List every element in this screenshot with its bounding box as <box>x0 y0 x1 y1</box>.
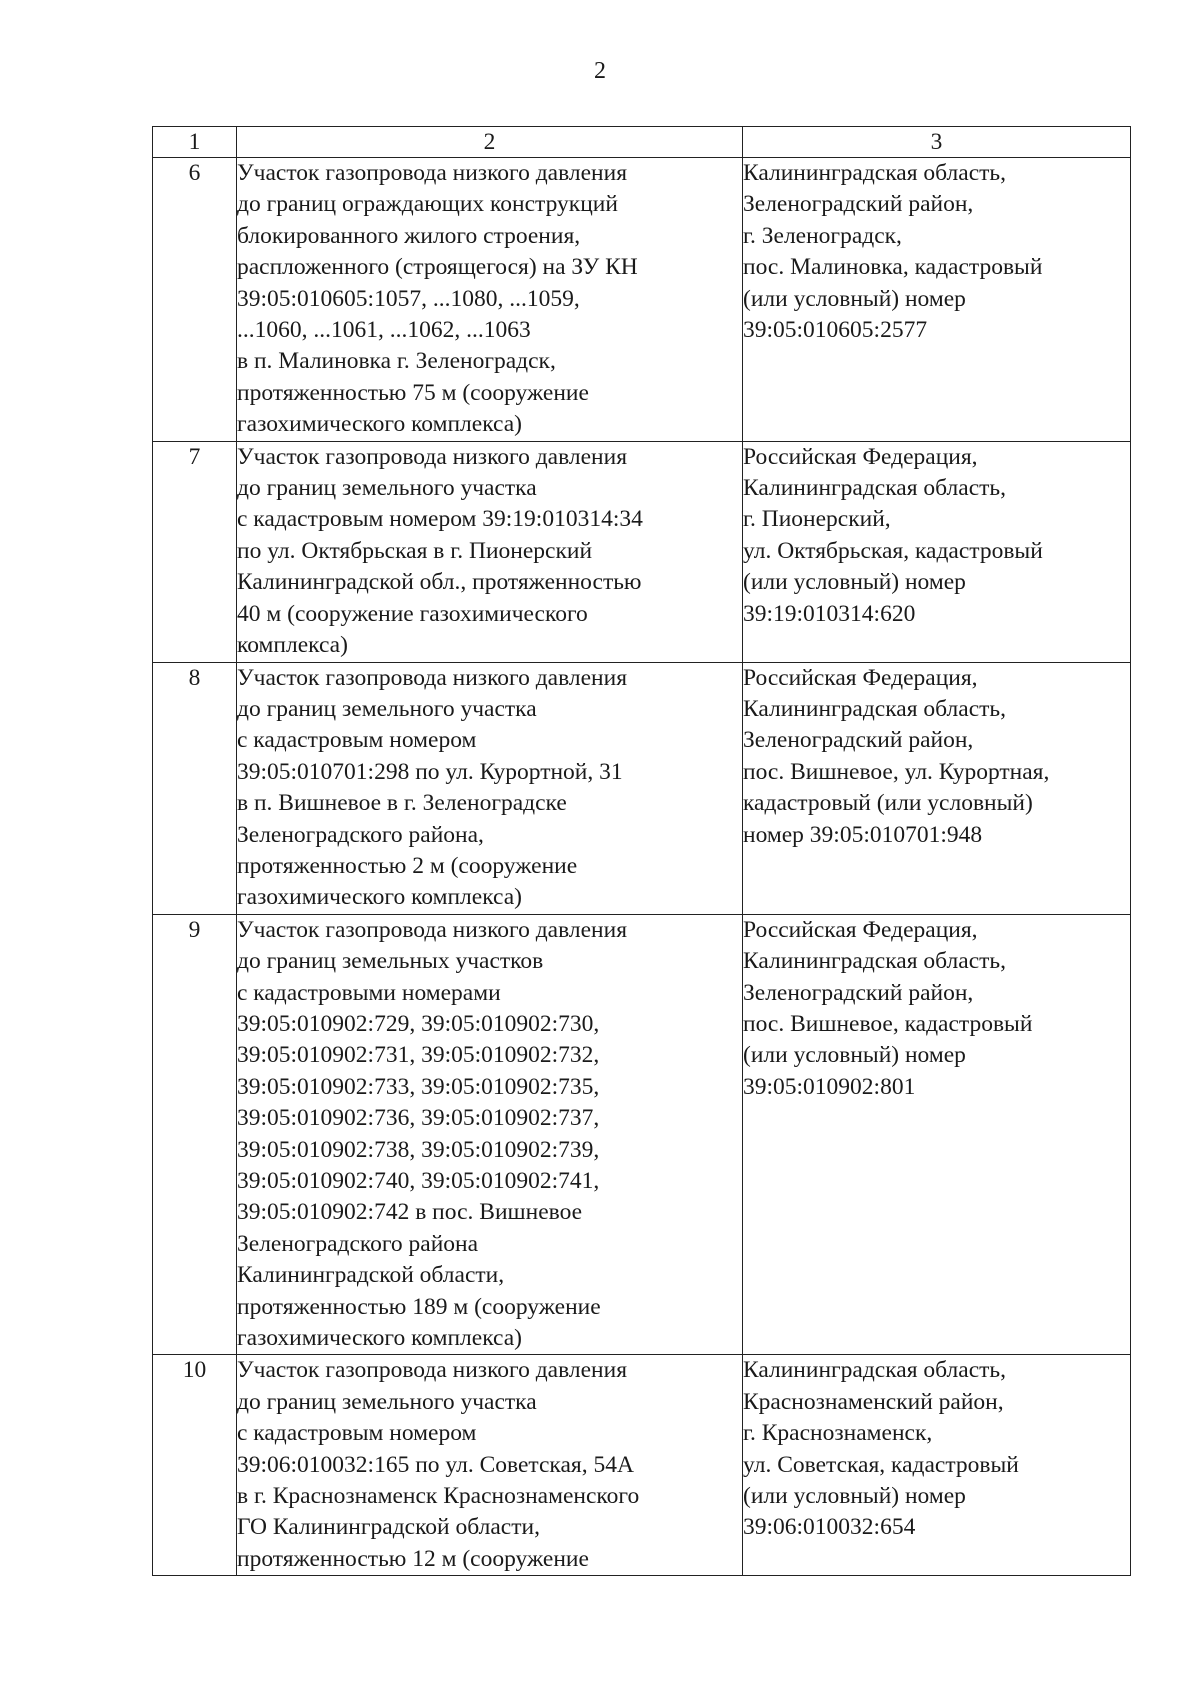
address-line: кадастровый (или условный) <box>743 790 1033 817</box>
description-line: до границ земельного участка <box>237 695 537 722</box>
description-line: с кадастровым номером 39:19:010314:34 <box>237 506 643 533</box>
address-line: г. Зеленоградск, <box>743 222 902 249</box>
address-line: Зеленоградский район, <box>743 979 974 1006</box>
description-line: Участок газопровода низкого давления <box>237 443 628 470</box>
description-line: до границ ограждающих конструкций <box>237 191 618 218</box>
description-line: Участок газопровода низкого давления <box>237 916 628 943</box>
address-line: ул. Советская, кадастровый <box>743 1451 1019 1478</box>
description-line: с кадастровыми номерами <box>237 979 501 1006</box>
address-line: (или условный) номер <box>743 1042 966 1069</box>
address-line: Краснознаменский район, <box>743 1388 1004 1415</box>
address-line: 39:19:010314:620 <box>743 600 916 627</box>
description-line: Участок газопровода низкого давления <box>237 160 628 186</box>
description-line: до границ земельных участков <box>237 948 544 975</box>
description-line: газохимического комплекса) <box>237 1325 523 1352</box>
address-line: пос. Малиновка, кадастровый <box>743 254 1043 281</box>
description-line: 39:05:010605:1057, ...1080, ...1059, <box>237 285 580 312</box>
address-line: Калининградская область, <box>743 695 1006 722</box>
description-line: 39:05:010902:740, 39:05:010902:741, <box>237 1168 600 1194</box>
table-row <box>153 1355 1131 1576</box>
description-line: в г. Краснознаменск Краснознаменского <box>237 1483 640 1510</box>
description-line: в п. Вишневое в г. Зеленоградске <box>237 790 567 817</box>
description-line: Зеленоградского района, <box>237 821 484 848</box>
description-line: комплекса) <box>237 632 348 659</box>
object-description <box>237 1355 743 1576</box>
description-line: 39:05:010902:742 в пос. Вишневое <box>237 1199 583 1226</box>
object-address <box>743 158 1131 442</box>
address-line: (или условный) номер <box>743 285 966 312</box>
address-line: 39:06:010032:654 <box>743 1514 916 1541</box>
description-line: 39:05:010902:729, 39:05:010902:730, <box>237 1010 600 1037</box>
description-line: 39:05:010701:298 по ул. Курортной, 31 <box>237 758 623 785</box>
description-line: ГО Калининградской области, <box>237 1514 540 1541</box>
row-number: 9 <box>153 914 237 1355</box>
address-line: 39:05:010902:801 <box>743 1073 916 1100</box>
description-line: с кадастровым номером <box>237 1420 477 1447</box>
description-line: 39:05:010902:733, 39:05:010902:735, <box>237 1073 600 1100</box>
description-line: до границ земельного участка <box>237 1388 537 1415</box>
object-address <box>743 1355 1131 1576</box>
row-number: 7 <box>153 441 237 662</box>
description-line: по ул. Октябрьская в г. Пионерский <box>237 537 593 564</box>
description-line: в п. Малиновка г. Зеленоградск, <box>237 348 556 375</box>
address-line: (или условный) номер <box>743 1483 966 1510</box>
address-line: пос. Вишневое, ул. Курортная, <box>743 758 1050 785</box>
description-line: 39:06:010032:165 по ул. Советская, 54А <box>237 1451 634 1478</box>
address-line: Калининградская область, <box>743 1357 1006 1384</box>
address-line: г. Краснознаменск, <box>743 1420 933 1447</box>
table-row <box>153 158 1131 442</box>
address-line: (или условный) номер <box>743 569 966 596</box>
description-line: Калининградской области, <box>237 1262 505 1289</box>
object-address <box>743 662 1131 914</box>
row-number: 10 <box>153 1355 237 1576</box>
description-line: блокированного жилого строения, <box>237 222 581 249</box>
address-line: Российская Федерация, <box>743 443 978 470</box>
address-line: номер 39:05:010701:948 <box>743 821 983 848</box>
description-line: 39:05:010902:738, 39:05:010902:739, <box>237 1136 600 1163</box>
table-row <box>153 914 1131 1355</box>
description-line: Участок газопровода низкого давления <box>237 664 628 691</box>
object-description <box>237 914 743 1355</box>
address-line: Российская Федерация, <box>743 664 978 691</box>
description-line: протяженностью 75 м (сооружение <box>237 379 589 406</box>
address-line: г. Пионерский, <box>743 506 891 533</box>
row-number: 6 <box>153 158 237 442</box>
description-line: распложенного (строящегося) на ЗУ КН <box>237 254 638 281</box>
page-number: 2 <box>594 58 606 84</box>
object-description <box>237 158 743 442</box>
description-line: протяженностью 2 м (сооружение <box>237 852 578 879</box>
description-line: Участок газопровода низкого давления <box>237 1357 628 1384</box>
address-line: Калининградская область, <box>743 948 1006 975</box>
table-row <box>153 441 1131 662</box>
description-line: протяженностью 12 м (сооружение <box>237 1545 589 1572</box>
address-line: ул. Октябрьская, кадастровый <box>743 537 1043 564</box>
description-line: газохимического комплекса) <box>237 884 523 911</box>
address-line: пос. Вишневое, кадастровый <box>743 1010 1033 1037</box>
object-description <box>237 441 743 662</box>
column-header-address: 3 <box>743 127 1131 158</box>
address-line: 39:05:010605:2577 <box>743 317 928 344</box>
description-line: газохимического комплекса) <box>237 411 523 438</box>
address-line: Калининградская область, <box>743 160 1006 186</box>
address-line: Калининградская область, <box>743 475 1006 502</box>
row-number: 8 <box>153 662 237 914</box>
column-header-description: 2 <box>237 127 743 158</box>
address-line: Зеленоградский район, <box>743 191 974 218</box>
description-line: 39:05:010902:736, 39:05:010902:737, <box>237 1105 600 1132</box>
description-line: протяженностью 189 м (сооружение <box>237 1293 601 1320</box>
object-address <box>743 441 1131 662</box>
object-address <box>743 914 1131 1355</box>
header-row <box>153 127 1131 158</box>
description-line: Калининградской обл., протяженностью <box>237 569 642 596</box>
table-row <box>153 662 1131 914</box>
address-line: Российская Федерация, <box>743 916 978 943</box>
address-line: Зеленоградский район, <box>743 727 974 754</box>
description-line: ...1060, ...1061, ...1062, ...1063 <box>237 317 531 344</box>
description-line: Зеленоградского района <box>237 1230 479 1257</box>
description-line: 40 м (сооружение газохимического <box>237 600 588 627</box>
description-line: до границ земельного участка <box>237 475 537 502</box>
description-line: 39:05:010902:731, 39:05:010902:732, <box>237 1042 600 1069</box>
description-line: с кадастровым номером <box>237 727 477 754</box>
object-description <box>237 662 743 914</box>
column-header-number: 1 <box>153 127 237 158</box>
registry-table <box>152 126 1131 1576</box>
